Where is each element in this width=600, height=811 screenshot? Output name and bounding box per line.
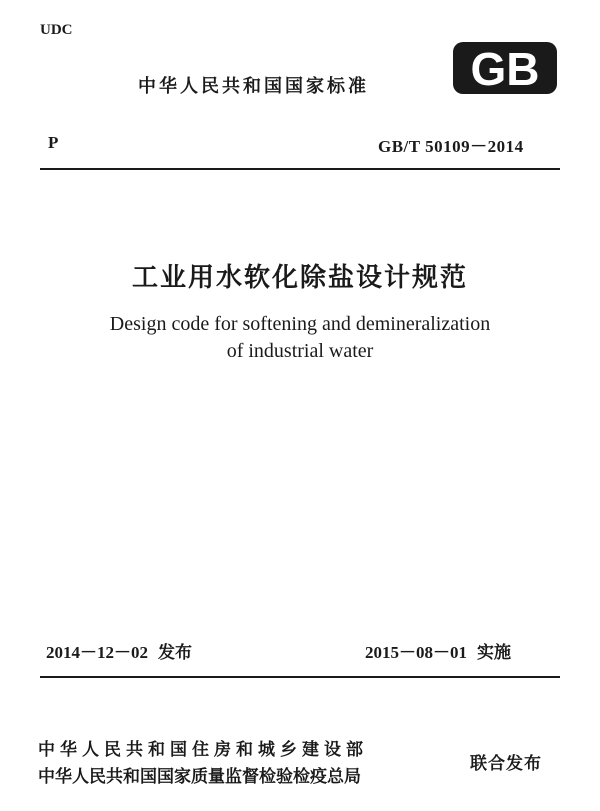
classification-code: P [48,133,59,152]
joint-release-label: 联合发布 [470,754,542,774]
implement-date: 2015－08－01 [365,643,467,662]
issuer-ministry-housing: 中华人民共和国住房和城乡建设部 [38,740,368,760]
title-english-line1: Design code for softening and demineralization [109,313,491,335]
footer-divider [40,676,560,678]
issue-date-line [46,638,192,663]
issue-date: 2014－12－02 [46,643,148,662]
standard-number: GB/T 50109－2014 [378,137,524,156]
issue-label: 发布 [158,643,192,663]
udc-label: UDC [40,22,73,38]
title-chinese: 工业用水软化除盐设计规范 [131,263,468,293]
issuer-aqsiq: 中华人民共和国国家质量监督检验检疫总局 [38,767,361,787]
gb-logo-text: GB [470,43,540,95]
implement-date-line [365,638,511,663]
title-english-line2: of industrial water [226,340,374,362]
implement-label: 实施 [477,643,511,663]
gb-logo [451,40,559,96]
header-divider [40,168,560,170]
standard-type: 中华人民共和国国家标准 [138,76,369,97]
